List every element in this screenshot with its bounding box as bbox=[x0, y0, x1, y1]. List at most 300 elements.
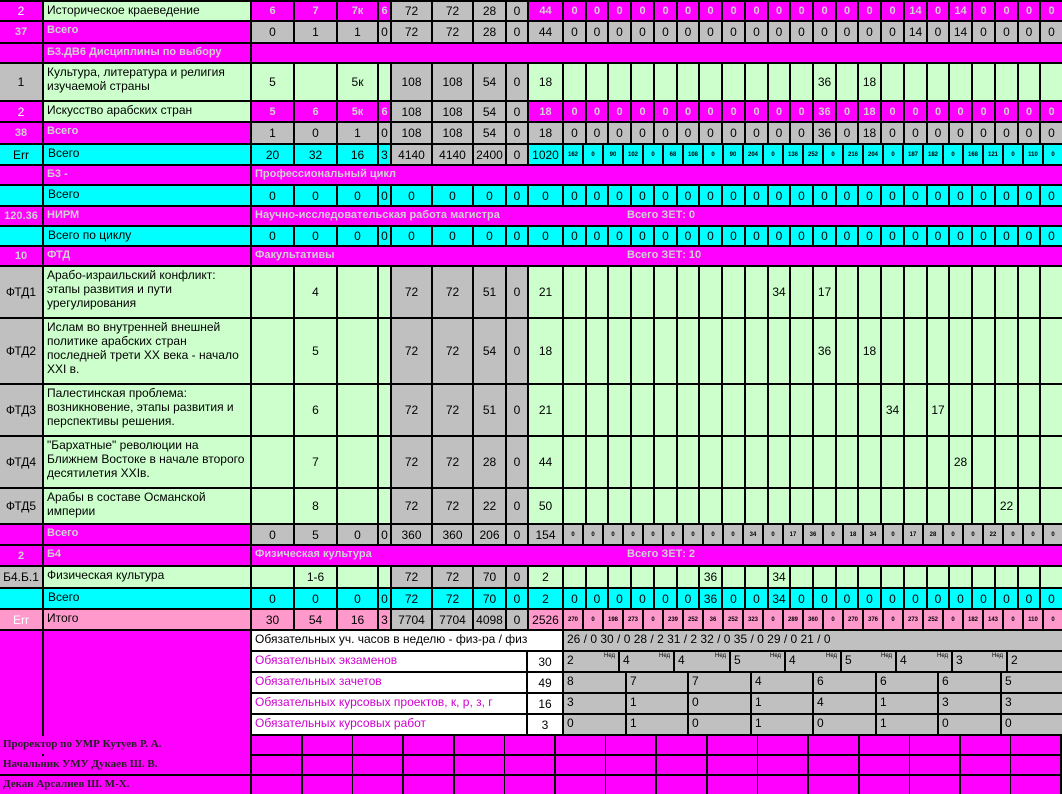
week-cell bbox=[859, 267, 880, 317]
week-cell bbox=[564, 64, 585, 100]
value-cell: 0 bbox=[507, 567, 527, 587]
week-cell: 0 bbox=[769, 2, 789, 20]
week-cell bbox=[769, 489, 789, 523]
week-cell bbox=[814, 567, 835, 587]
value-cell: 7704 bbox=[433, 610, 472, 629]
week-cell: 18 bbox=[859, 102, 880, 121]
week-cell bbox=[1019, 319, 1039, 383]
value-cell: 5 bbox=[252, 102, 293, 121]
summary-value: 1 bbox=[752, 715, 812, 734]
summary-value: 2 bbox=[1008, 652, 1062, 671]
value-cell: 22 bbox=[474, 489, 505, 523]
week-cell bbox=[678, 567, 698, 587]
row-number: Б4.Б.1 bbox=[0, 567, 42, 587]
week-cell bbox=[700, 437, 721, 487]
week-cell: 0 bbox=[882, 123, 903, 143]
week-cell: 0 bbox=[564, 22, 585, 42]
value-cell: 6 bbox=[379, 102, 390, 121]
week-cell: 0 bbox=[609, 2, 630, 20]
week-cell bbox=[723, 567, 744, 587]
value-cell: 4098 bbox=[474, 610, 505, 629]
section-zet: Всего ЗЕТ: 0 bbox=[624, 207, 1062, 225]
week-cell: 0 bbox=[655, 102, 676, 121]
value-cell: 0 bbox=[338, 525, 377, 544]
week-cell bbox=[1041, 267, 1062, 317]
week-cell: 0 bbox=[1019, 123, 1039, 143]
value-cell: 72 bbox=[433, 589, 472, 608]
value-cell: 0 bbox=[507, 186, 527, 205]
week-cell bbox=[950, 64, 971, 100]
value-cell: 0 bbox=[379, 227, 390, 245]
week-cell bbox=[1041, 319, 1062, 383]
week-cell bbox=[769, 319, 789, 383]
week-cell: 0 bbox=[746, 186, 767, 205]
week-cell bbox=[928, 437, 948, 487]
week-cell: 0 bbox=[1004, 610, 1022, 629]
week-cell bbox=[587, 567, 607, 587]
week-cell: 0 bbox=[678, 589, 698, 608]
week-cell: 252 bbox=[684, 610, 702, 629]
week-cell: 0 bbox=[1044, 610, 1062, 629]
week-cell: 0 bbox=[837, 589, 857, 608]
row-name: Культура, литература и религия изучаемой страны bbox=[44, 64, 250, 100]
week-cell: 0 bbox=[609, 22, 630, 42]
week-cell: 0 bbox=[584, 525, 602, 544]
value-cell: 72 bbox=[433, 319, 472, 383]
week-superscript: Нед bbox=[715, 653, 727, 659]
value-cell: 0 bbox=[507, 102, 527, 121]
week-cell: 0 bbox=[791, 186, 812, 205]
value-cell: 108 bbox=[433, 123, 472, 143]
value-cell: 108 bbox=[433, 64, 472, 100]
value-cell: 0 bbox=[507, 319, 527, 383]
week-superscript: Нед bbox=[659, 653, 671, 659]
week-cell: 17 bbox=[904, 525, 922, 544]
week-cell bbox=[882, 319, 903, 383]
value-cell: 21 bbox=[529, 385, 562, 435]
week-superscript: Нед bbox=[881, 653, 893, 659]
row-number: 37 bbox=[0, 22, 42, 42]
value-cell: 0 bbox=[507, 22, 527, 42]
week-cell: 0 bbox=[882, 227, 903, 245]
week-cell bbox=[928, 489, 948, 523]
week-cell bbox=[905, 567, 926, 587]
value-cell: 2526 bbox=[529, 610, 562, 629]
value-cell: 0 bbox=[379, 22, 390, 42]
section-code: Б4 bbox=[44, 546, 250, 565]
week-cell bbox=[882, 267, 903, 317]
week-cell: 252 bbox=[924, 610, 942, 629]
row-number: ФТД3 bbox=[0, 385, 42, 435]
week-cell: 0 bbox=[814, 22, 835, 42]
week-cell: 0 bbox=[928, 2, 948, 20]
value-cell: 360 bbox=[433, 525, 472, 544]
section-code: НИРМ bbox=[44, 207, 250, 225]
week-cell: 0 bbox=[1041, 2, 1062, 20]
week-cell: 0 bbox=[950, 227, 971, 245]
week-cell: 0 bbox=[609, 589, 630, 608]
week-cell: 0 bbox=[1019, 102, 1039, 121]
week-cell: 0 bbox=[764, 610, 782, 629]
section-title: Профессиональный цикл bbox=[252, 166, 624, 184]
value-cell: 7704 bbox=[392, 610, 431, 629]
week-cell: 0 bbox=[587, 589, 607, 608]
week-cell: 0 bbox=[764, 525, 782, 544]
week-cell: 0 bbox=[704, 525, 722, 544]
week-cell: 36 bbox=[804, 525, 822, 544]
week-cell: 0 bbox=[791, 123, 812, 143]
summary-label: Обязательных курсовых проектов, к, р, з, г bbox=[252, 694, 526, 713]
week-cell bbox=[678, 267, 698, 317]
week-cell: 0 bbox=[950, 186, 971, 205]
value-cell: 18 bbox=[529, 319, 562, 383]
week-cell: 0 bbox=[700, 2, 721, 20]
value-cell: 108 bbox=[392, 64, 431, 100]
signature-filler bbox=[252, 756, 301, 774]
row-name: Арабо-израильский конфликт: этапы развития и пути урегулирования bbox=[44, 267, 250, 317]
value-cell bbox=[379, 64, 390, 100]
row-name: "Бархатные" революции на Ближнем Востоке в начале второго десятилетия XXIв. bbox=[44, 437, 250, 487]
week-cell: 0 bbox=[973, 227, 994, 245]
week-cell: 28 bbox=[950, 437, 971, 487]
week-cell: 0 bbox=[973, 589, 994, 608]
value-cell: 72 bbox=[433, 385, 472, 435]
week-cell: 0 bbox=[587, 22, 607, 42]
value-cell: 72 bbox=[392, 489, 431, 523]
week-cell bbox=[905, 437, 926, 487]
value-cell: 6 bbox=[252, 2, 293, 20]
week-cell bbox=[1019, 437, 1039, 487]
week-cell: 90 bbox=[604, 145, 622, 164]
week-cell: 252 bbox=[724, 610, 742, 629]
summary-value: 3 bbox=[1002, 694, 1062, 713]
row-name: Всего по циклу bbox=[44, 227, 250, 245]
signature-filler bbox=[455, 756, 504, 774]
value-cell: 0 bbox=[507, 123, 527, 143]
week-cell: 0 bbox=[1019, 2, 1039, 20]
week-cell bbox=[1019, 567, 1039, 587]
week-cell: 0 bbox=[882, 186, 903, 205]
value-cell: 72 bbox=[392, 2, 431, 20]
summary-value: 0 bbox=[689, 694, 750, 713]
week-cell bbox=[882, 489, 903, 523]
week-cell bbox=[700, 267, 721, 317]
week-cell bbox=[609, 64, 630, 100]
week-cell: 0 bbox=[700, 227, 721, 245]
value-cell: 54 bbox=[474, 64, 505, 100]
week-cell: 0 bbox=[584, 610, 602, 629]
week-cell bbox=[700, 489, 721, 523]
week-cell bbox=[973, 567, 994, 587]
value-cell: 0 bbox=[379, 589, 390, 608]
week-cell bbox=[1019, 385, 1039, 435]
week-cell bbox=[791, 267, 812, 317]
week-cell bbox=[859, 385, 880, 435]
week-cell bbox=[587, 437, 607, 487]
week-cell: 182 bbox=[964, 610, 982, 629]
value-cell: 54 bbox=[474, 123, 505, 143]
week-cell bbox=[587, 319, 607, 383]
value-cell: 1020 bbox=[529, 145, 562, 164]
summary-value: 4 bbox=[814, 694, 875, 713]
week-cell bbox=[950, 267, 971, 317]
value-cell: 3 bbox=[379, 610, 390, 629]
week-cell: 121 bbox=[984, 145, 1002, 164]
signature-filler bbox=[353, 736, 402, 754]
week-cell: 68 bbox=[664, 145, 682, 164]
summary-value: 0 bbox=[939, 715, 1000, 734]
week-cell: 0 bbox=[824, 525, 842, 544]
value-cell bbox=[252, 567, 293, 587]
row-number: 2 bbox=[0, 2, 42, 20]
week-cell: 204 bbox=[864, 145, 882, 164]
section-title: Факультативы bbox=[252, 247, 624, 265]
week-cell: 0 bbox=[814, 227, 835, 245]
row-number bbox=[0, 227, 42, 245]
value-cell: 0 bbox=[252, 186, 293, 205]
week-cell: 14 bbox=[950, 2, 971, 20]
week-cell: 0 bbox=[996, 589, 1017, 608]
week-cell: 0 bbox=[564, 2, 585, 20]
week-cell: 14 bbox=[950, 22, 971, 42]
value-cell: 2 bbox=[529, 567, 562, 587]
week-cell bbox=[678, 437, 698, 487]
value-cell: 360 bbox=[392, 525, 431, 544]
week-cell: 182 bbox=[924, 145, 942, 164]
value-cell: 51 bbox=[474, 267, 505, 317]
week-cell: 0 bbox=[609, 227, 630, 245]
summary-value: 0 bbox=[689, 715, 750, 734]
value-cell: 0 bbox=[252, 22, 293, 42]
signature-filler bbox=[910, 776, 959, 794]
week-cell bbox=[723, 437, 744, 487]
signature-filler bbox=[505, 776, 554, 794]
value-cell: 5 bbox=[252, 64, 293, 100]
week-cell: 0 bbox=[678, 186, 698, 205]
week-cell bbox=[655, 437, 676, 487]
value-cell: 72 bbox=[392, 437, 431, 487]
section-title: Физическая культура bbox=[252, 546, 624, 565]
week-cell: 18 bbox=[859, 64, 880, 100]
value-cell: 0 bbox=[507, 437, 527, 487]
signature-filler bbox=[758, 756, 807, 774]
week-cell: 0 bbox=[584, 145, 602, 164]
week-cell bbox=[859, 567, 880, 587]
value-cell: 54 bbox=[295, 610, 336, 629]
week-cell: 168 bbox=[964, 145, 982, 164]
week-cell: 0 bbox=[609, 186, 630, 205]
value-cell: 0 bbox=[338, 186, 377, 205]
week-cell bbox=[564, 319, 585, 383]
week-cell bbox=[655, 319, 676, 383]
value-cell: 16 bbox=[338, 145, 377, 164]
week-cell: 0 bbox=[769, 102, 789, 121]
week-cell bbox=[973, 267, 994, 317]
week-cell bbox=[882, 437, 903, 487]
week-cell: 0 bbox=[1019, 589, 1039, 608]
value-cell: 0 bbox=[529, 186, 562, 205]
week-cell: 0 bbox=[564, 123, 585, 143]
week-cell: 0 bbox=[791, 2, 812, 20]
week-cell: 110 bbox=[1024, 145, 1042, 164]
week-cell bbox=[905, 267, 926, 317]
value-cell: 0 bbox=[379, 123, 390, 143]
week-cell bbox=[746, 437, 767, 487]
week-cell bbox=[746, 489, 767, 523]
value-cell: 6 bbox=[379, 2, 390, 20]
value-cell bbox=[379, 567, 390, 587]
signature-filler bbox=[657, 736, 706, 754]
value-cell bbox=[379, 437, 390, 487]
week-cell: 0 bbox=[996, 22, 1017, 42]
weekly-hours-values: 26 / 0 30 / 0 28 / 2 31 / 2 32 / 0 35 / 0 29 / 0 21 / 0 bbox=[564, 631, 1062, 650]
signature-filler bbox=[961, 776, 1010, 794]
week-cell bbox=[1041, 567, 1062, 587]
row-name: Всего bbox=[44, 589, 250, 608]
week-superscript: Нед bbox=[937, 653, 949, 659]
value-cell: 0 bbox=[252, 227, 293, 245]
week-cell bbox=[587, 64, 607, 100]
week-cell: 0 bbox=[837, 186, 857, 205]
value-cell: 70 bbox=[474, 589, 505, 608]
value-cell: 72 bbox=[392, 385, 431, 435]
week-cell: 0 bbox=[884, 525, 902, 544]
value-cell: 5 bbox=[295, 319, 336, 383]
week-cell: 0 bbox=[950, 589, 971, 608]
week-cell: 252 bbox=[804, 145, 822, 164]
row-number bbox=[0, 525, 42, 544]
week-cell: 0 bbox=[1019, 227, 1039, 245]
signature-filler bbox=[252, 736, 301, 754]
week-cell: 36 bbox=[814, 102, 835, 121]
signature-filler bbox=[1011, 776, 1060, 794]
week-cell: 376 bbox=[864, 610, 882, 629]
week-cell bbox=[609, 319, 630, 383]
signature-filler bbox=[1011, 756, 1060, 774]
week-cell: 0 bbox=[905, 227, 926, 245]
week-cell bbox=[746, 319, 767, 383]
week-cell: 162 bbox=[564, 145, 582, 164]
week-cell: 239 bbox=[664, 610, 682, 629]
value-cell: 0 bbox=[295, 123, 336, 143]
week-cell: 0 bbox=[1041, 102, 1062, 121]
week-cell: 14 bbox=[905, 2, 926, 20]
week-cell: 0 bbox=[723, 589, 744, 608]
week-cell: 0 bbox=[764, 145, 782, 164]
week-cell bbox=[564, 385, 585, 435]
week-cell: 0 bbox=[859, 22, 880, 42]
row-name: Всего bbox=[44, 186, 250, 205]
row-number bbox=[0, 589, 42, 608]
week-cell bbox=[564, 267, 585, 317]
week-cell: 36 bbox=[700, 589, 721, 608]
week-cell bbox=[632, 267, 653, 317]
signature-filler bbox=[606, 736, 655, 754]
week-cell: 270 bbox=[564, 610, 582, 629]
value-cell: 44 bbox=[529, 437, 562, 487]
week-cell bbox=[973, 64, 994, 100]
week-cell: 36 bbox=[704, 610, 722, 629]
summary-value: 7 bbox=[689, 673, 750, 692]
week-cell bbox=[632, 385, 653, 435]
week-cell bbox=[905, 385, 926, 435]
section-code: Б3.ДВ6 Дисциплины по выбору bbox=[44, 44, 250, 62]
week-cell: 0 bbox=[905, 102, 926, 121]
value-cell: 44 bbox=[529, 22, 562, 42]
week-cell: 34 bbox=[864, 525, 882, 544]
value-cell: 2400 bbox=[474, 145, 505, 164]
week-cell: 0 bbox=[655, 227, 676, 245]
week-cell: 0 bbox=[884, 610, 902, 629]
week-cell: 0 bbox=[664, 525, 682, 544]
value-cell: 7 bbox=[295, 2, 336, 20]
value-cell: 1 bbox=[295, 22, 336, 42]
section-zet bbox=[624, 166, 1062, 184]
week-cell bbox=[723, 267, 744, 317]
week-cell: 0 bbox=[1044, 525, 1062, 544]
summary-value: 6 bbox=[877, 673, 937, 692]
week-cell bbox=[973, 319, 994, 383]
week-cell: 36 bbox=[814, 319, 835, 383]
signature-filler bbox=[910, 736, 959, 754]
week-cell: 0 bbox=[928, 102, 948, 121]
summary-value: 1 bbox=[877, 715, 937, 734]
value-cell: 0 bbox=[529, 227, 562, 245]
week-superscript: Нед bbox=[826, 653, 838, 659]
week-cell: 0 bbox=[1004, 525, 1022, 544]
week-cell: 0 bbox=[644, 610, 662, 629]
summary-value: 4 bbox=[675, 652, 729, 671]
signature-filler bbox=[455, 776, 504, 794]
row-name: Арабы в составе Османской империи bbox=[44, 489, 250, 523]
week-cell bbox=[837, 64, 857, 100]
week-cell: 0 bbox=[655, 589, 676, 608]
week-cell bbox=[905, 489, 926, 523]
week-cell: 187 bbox=[904, 145, 922, 164]
signature-filler bbox=[758, 776, 807, 794]
value-cell: 18 bbox=[529, 123, 562, 143]
value-cell: 7 bbox=[295, 437, 336, 487]
week-cell bbox=[837, 489, 857, 523]
week-cell: 0 bbox=[609, 123, 630, 143]
week-superscript: Нед bbox=[992, 653, 1004, 659]
value-cell: 44 bbox=[529, 2, 562, 20]
week-cell: 0 bbox=[944, 525, 962, 544]
week-cell bbox=[609, 489, 630, 523]
week-cell: 0 bbox=[837, 2, 857, 20]
week-cell bbox=[859, 437, 880, 487]
value-cell: 32 bbox=[295, 145, 336, 164]
week-cell: 0 bbox=[1024, 525, 1042, 544]
signature-filler bbox=[758, 736, 807, 754]
section-number: 120.36 bbox=[0, 207, 42, 225]
signature-filler bbox=[303, 736, 352, 754]
week-cell: 0 bbox=[746, 123, 767, 143]
week-cell bbox=[746, 385, 767, 435]
week-cell: 0 bbox=[973, 2, 994, 20]
value-cell bbox=[252, 319, 293, 383]
week-cell: 0 bbox=[587, 186, 607, 205]
week-cell: 0 bbox=[604, 525, 622, 544]
value-cell: 0 bbox=[392, 186, 431, 205]
week-cell: 0 bbox=[791, 227, 812, 245]
week-cell bbox=[655, 489, 676, 523]
week-cell bbox=[700, 319, 721, 383]
week-cell bbox=[587, 267, 607, 317]
section-title: Научно-исследовательская работа магистра bbox=[252, 207, 624, 225]
value-cell: 1-6 bbox=[295, 567, 336, 587]
value-cell: 5к bbox=[338, 64, 377, 100]
